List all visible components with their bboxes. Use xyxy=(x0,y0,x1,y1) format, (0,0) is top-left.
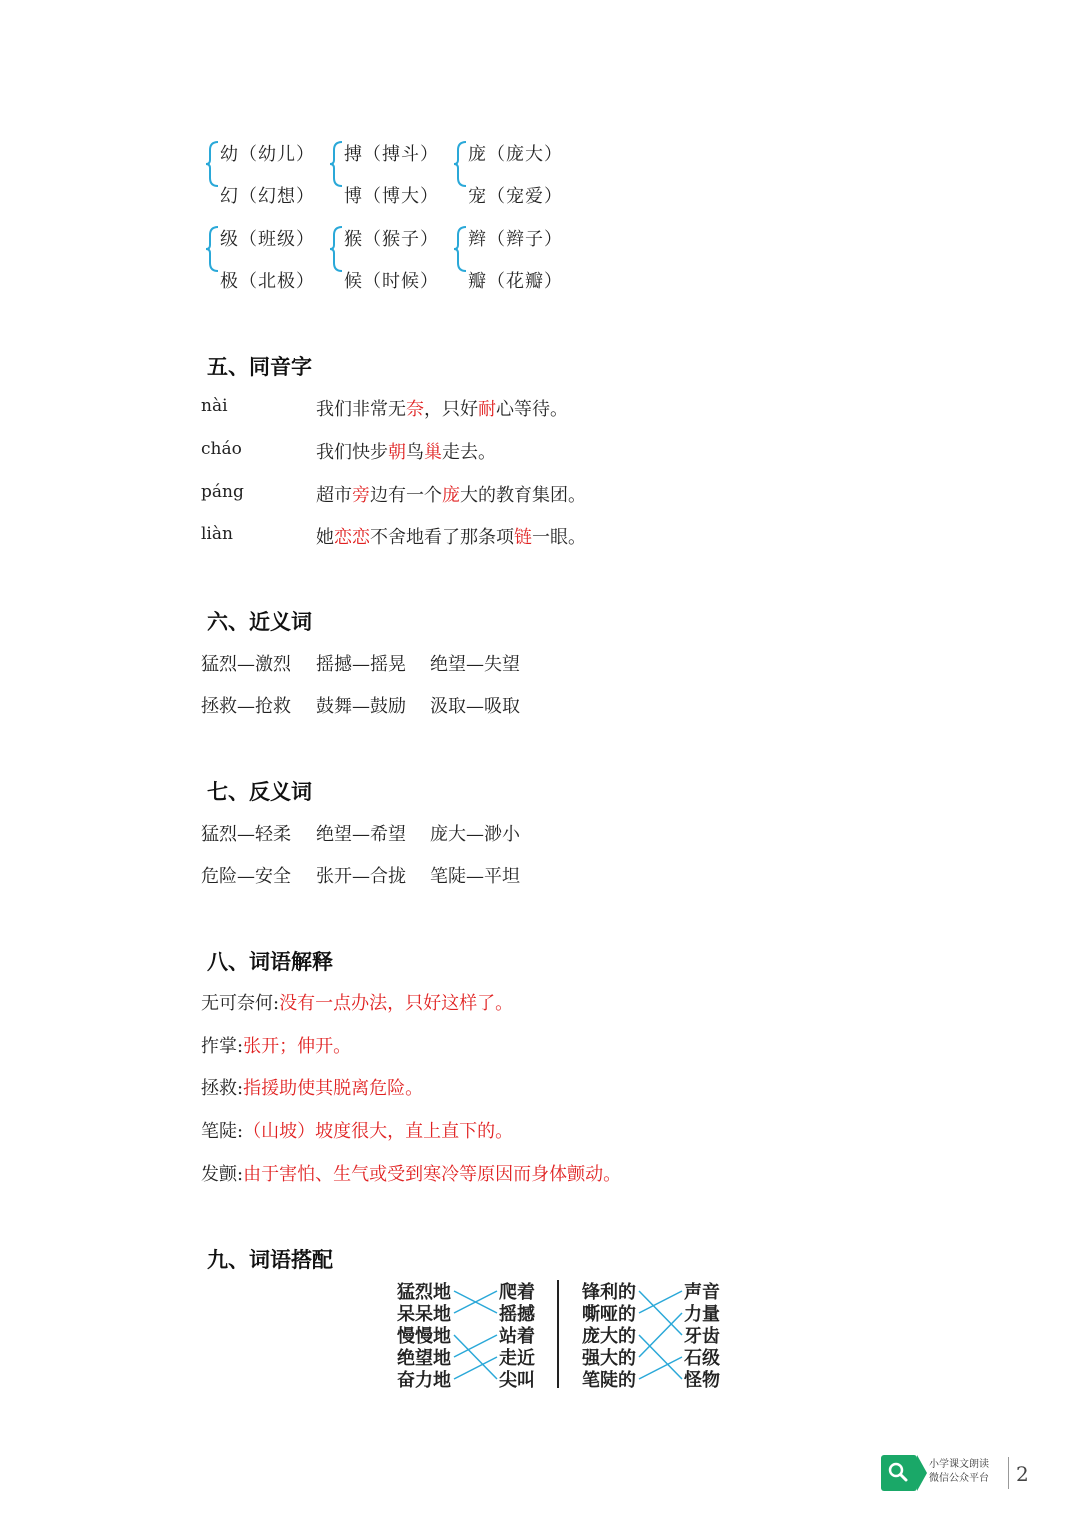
explanation-item: 拯救:指援助使其脱离危险。 xyxy=(201,1078,424,1099)
pair-word: 级（班级） xyxy=(220,229,315,250)
match-line xyxy=(639,1335,682,1379)
match-left-word: 嘶哑的 xyxy=(582,1304,636,1325)
match-line xyxy=(639,1313,682,1357)
pair-word: 幻（幻想） xyxy=(220,186,315,207)
match-line xyxy=(454,1357,497,1379)
pair-word: 博（博大） xyxy=(344,186,439,207)
antonym-pair: 庞大—渺小 xyxy=(430,824,520,845)
match-left-word: 慢慢地 xyxy=(397,1326,451,1347)
antonym-pair: 危险—安全 xyxy=(201,866,291,887)
pair-word: 搏（搏斗） xyxy=(344,144,439,165)
match-left-word: 呆呆地 xyxy=(397,1304,451,1325)
section-title-matching: 九、词语搭配 xyxy=(207,1248,333,1272)
antonym-pair: 张开—合拢 xyxy=(316,866,406,887)
logo-tile xyxy=(881,1455,917,1491)
explanation-item: 无可奈何:没有一点办法，只好这样了。 xyxy=(201,993,514,1014)
pair-word: 宠（宠爱） xyxy=(468,186,563,207)
logo-line-1: 小学课文朗读 xyxy=(929,1459,989,1470)
match-right-word: 尖叫 xyxy=(499,1370,535,1391)
synonym-pair: 绝望—失望 xyxy=(430,654,520,675)
match-right-word: 石级 xyxy=(684,1348,720,1369)
match-line xyxy=(639,1291,682,1313)
antonym-pair: 猛烈—轻柔 xyxy=(201,824,291,845)
match-divider xyxy=(557,1280,559,1388)
section-title-antonyms: 七、反义词 xyxy=(207,780,312,804)
match-left-word: 笔陡的 xyxy=(582,1370,636,1391)
match-left-word: 锋利的 xyxy=(582,1282,636,1303)
synonym-pair: 汲取—吸取 xyxy=(430,696,520,717)
match-left-word: 庞大的 xyxy=(582,1326,636,1347)
pair-word: 极（北极） xyxy=(220,271,315,292)
antonym-pair: 笔陡—平坦 xyxy=(430,866,520,887)
pair-word: 猴（猴子） xyxy=(344,229,439,250)
match-right-word: 力量 xyxy=(684,1304,720,1325)
match-right-word: 牙齿 xyxy=(684,1326,720,1347)
logo-line-2: 微信公众平台 xyxy=(929,1473,989,1484)
page-number: 2 xyxy=(1016,1462,1029,1486)
pair-word: 瓣（花瓣） xyxy=(468,271,563,292)
match-left-word: 强大的 xyxy=(582,1348,636,1369)
match-line xyxy=(454,1291,497,1313)
pinyin-label: cháo xyxy=(201,439,242,459)
footer-logo xyxy=(881,1455,1009,1493)
match-right-word: 爬着 xyxy=(499,1282,535,1303)
match-right-word: 声音 xyxy=(684,1282,720,1303)
match-line xyxy=(454,1335,497,1379)
match-line xyxy=(454,1335,497,1357)
match-right-word: 走近 xyxy=(499,1348,535,1369)
pinyin-label: nài xyxy=(201,396,228,416)
explanation-item: 拃掌:张开；伸开。 xyxy=(201,1036,352,1057)
match-line xyxy=(454,1291,497,1313)
pair-word: 庞（庞大） xyxy=(468,144,563,165)
logo-divider xyxy=(1008,1457,1009,1489)
pair-word: 辫（辫子） xyxy=(468,229,563,250)
search-icon xyxy=(881,1455,917,1491)
match-line xyxy=(639,1357,682,1379)
synonym-pair: 摇撼—摇晃 xyxy=(316,654,406,675)
pair-word: 候（时候） xyxy=(344,271,439,292)
explanation-item: 发颤:由于害怕、生气或受到寒冷等原因而身体颤动。 xyxy=(201,1164,622,1185)
section-title-synonyms: 六、近义词 xyxy=(207,610,312,634)
logo-text xyxy=(929,1458,989,1486)
pinyin-label: liàn xyxy=(201,524,233,544)
pair-word: 幼（幼儿） xyxy=(220,144,315,165)
match-left-word: 奋力地 xyxy=(397,1370,451,1391)
homophone-sentence: 我们非常无奈，只好耐心等待。 xyxy=(316,399,568,420)
pinyin-label: páng xyxy=(201,482,244,502)
match-left-word: 绝望地 xyxy=(397,1348,451,1369)
explanation-item: 笔陡:（山坡）坡度很大，直上直下的。 xyxy=(201,1121,514,1142)
match-right-word: 摇撼 xyxy=(499,1304,535,1325)
match-line xyxy=(639,1291,682,1335)
synonym-pair: 鼓舞—鼓励 xyxy=(316,696,406,717)
synonym-pair: 猛烈—激烈 xyxy=(201,654,291,675)
section-title-homophones: 五、同音字 xyxy=(207,355,312,379)
homophone-sentence: 她恋恋不舍地看了那条项链一眼。 xyxy=(316,527,586,548)
homophone-sentence: 超市旁边有一个庞大的教育集团。 xyxy=(316,485,586,506)
match-right-word: 怪物 xyxy=(684,1370,720,1391)
synonym-pair: 拯救—抢救 xyxy=(201,696,291,717)
section-title-explanations: 八、词语解释 xyxy=(207,950,333,974)
homophone-sentence: 我们快步朝鸟巢走去。 xyxy=(316,442,496,463)
match-left-word: 猛烈地 xyxy=(397,1282,451,1303)
antonym-pair: 绝望—希望 xyxy=(316,824,406,845)
match-right-word: 站着 xyxy=(499,1326,535,1347)
